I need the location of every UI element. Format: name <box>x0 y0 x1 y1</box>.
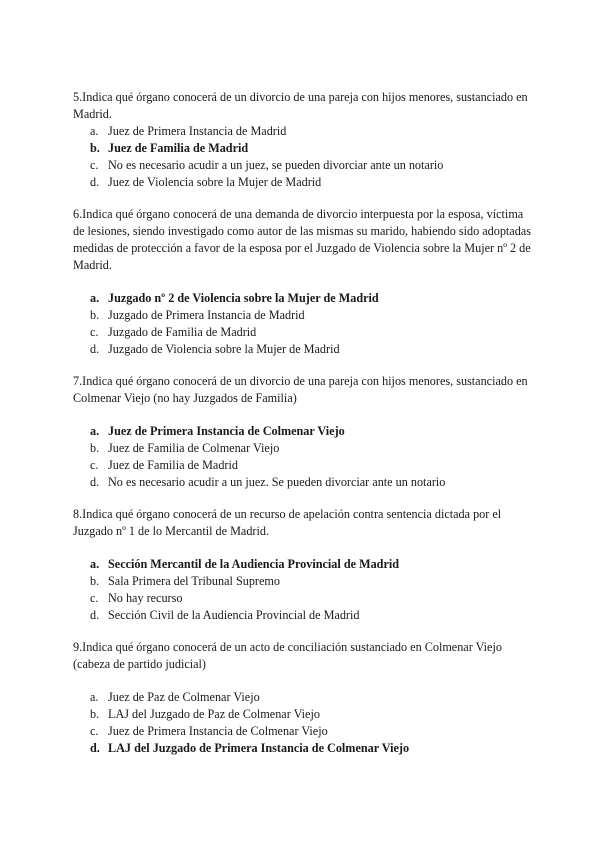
option-letter: d. <box>90 475 100 489</box>
option-letter: d. <box>90 741 100 755</box>
options-list <box>73 689 533 757</box>
question-text: 6.Indica qué órgano conocerá de una demanda de divorcio interpuesta por la esposa, víctima de lesiones, siendo investigado como autor de las mismas su marido, habiendo sido adoptadas medidas de protección a favor de la esposa por el Juzgado de Violencia sobre la Mujer nº 2 de Madrid. <box>73 207 531 272</box>
option-letter: d. <box>90 342 100 356</box>
option-b <box>73 706 533 723</box>
option-c <box>73 324 533 341</box>
option-text: Juzgado de Violencia sobre la Mujer de Madrid <box>108 342 340 356</box>
options-list <box>73 556 533 624</box>
option-text: Juzgado de Primera Instancia de Madrid <box>108 308 305 322</box>
question-text: 8.Indica qué órgano conocerá de un recurso de apelación contra sentencia dictada por el Juzgado nº 1 de lo Mercantil de Madrid. <box>73 507 502 538</box>
option-letter: b. <box>90 707 100 721</box>
options-list <box>73 123 533 191</box>
option-text: Juez de Violencia sobre la Mujer de Madrid <box>108 175 322 189</box>
option-c <box>73 590 533 607</box>
option-letter: c. <box>90 724 99 738</box>
option-letter: d. <box>90 608 100 622</box>
option-a-correct <box>73 423 533 440</box>
option-b-correct <box>73 140 533 157</box>
option-d <box>73 341 533 358</box>
option-text: Sección Mercantil de la Audiencia Provincial de Madrid <box>108 557 400 571</box>
option-text: Juez de Primera Instancia de Colmenar Viejo <box>108 424 345 438</box>
option-letter: c. <box>90 325 99 339</box>
option-b <box>73 440 533 457</box>
option-text: Juzgado de Familia de Madrid <box>108 325 257 339</box>
question-5 <box>73 89 533 191</box>
option-letter: c. <box>90 591 99 605</box>
option-letter: a. <box>90 557 100 571</box>
option-text: LAJ del Juzgado de Primera Instancia de Colmenar Viejo <box>108 741 410 755</box>
option-text: Juez de Familia de Madrid <box>108 458 238 472</box>
option-a-correct <box>73 290 533 307</box>
question-8 <box>73 506 533 624</box>
options-list <box>73 423 533 491</box>
option-letter: c. <box>90 158 99 172</box>
option-text: Juez de Familia de Colmenar Viejo <box>108 441 280 455</box>
option-a <box>73 689 533 706</box>
option-text: Juez de Familia de Madrid <box>108 141 249 155</box>
option-text: Juez de Primera Instancia de Madrid <box>108 124 287 138</box>
option-text: No hay recurso <box>108 591 183 605</box>
option-text: Juzgado nº 2 de Violencia sobre la Mujer de Madrid <box>108 291 379 305</box>
option-text: No es necesario acudir a un juez. Se pueden divorciar ante un notario <box>108 475 446 489</box>
question-7 <box>73 373 533 491</box>
option-letter: c. <box>90 458 99 472</box>
option-letter: a. <box>90 690 99 704</box>
option-text: Sala Primera del Tribunal Supremo <box>108 574 280 588</box>
option-b <box>73 573 533 590</box>
question-6 <box>73 206 533 358</box>
option-letter: d. <box>90 175 100 189</box>
option-letter: b. <box>90 441 100 455</box>
option-text: No es necesario acudir a un juez, se pueden divorciar ante un notario <box>108 158 444 172</box>
option-letter: a. <box>90 291 100 305</box>
option-d <box>73 174 533 191</box>
question-9 <box>73 639 533 757</box>
option-letter: b. <box>90 574 100 588</box>
option-b <box>73 307 533 324</box>
option-c <box>73 723 533 740</box>
option-letter: b. <box>90 308 100 322</box>
option-c <box>73 457 533 474</box>
option-text: Juez de Primera Instancia de Colmenar Viejo <box>108 724 328 738</box>
option-a-correct <box>73 556 533 573</box>
option-c <box>73 157 533 174</box>
option-letter: a. <box>90 424 100 438</box>
option-text: Juez de Paz de Colmenar Viejo <box>108 690 260 704</box>
option-d-correct <box>73 740 533 757</box>
question-text: 5.Indica qué órgano conocerá de un divorcio de una pareja con hijos menores, sustanciado en Madrid. <box>73 90 528 121</box>
option-text: LAJ del Juzgado de Paz de Colmenar Viejo <box>108 707 320 721</box>
option-d <box>73 474 533 491</box>
option-letter: b. <box>90 141 100 155</box>
options-list <box>73 290 533 358</box>
option-d <box>73 607 533 624</box>
option-a <box>73 123 533 140</box>
question-text: 7.Indica qué órgano conocerá de un divorcio de una pareja con hijos menores, sustanciado en Colmenar Viejo (no hay Juzgados de Familia) <box>73 374 528 405</box>
option-letter: a. <box>90 124 99 138</box>
option-text: Sección Civil de la Audiencia Provincial de Madrid <box>108 608 360 622</box>
question-text: 9.Indica qué órgano conocerá de un acto de conciliación sustanciado en Colmenar Viejo (cabeza de partido judicial) <box>73 640 502 671</box>
